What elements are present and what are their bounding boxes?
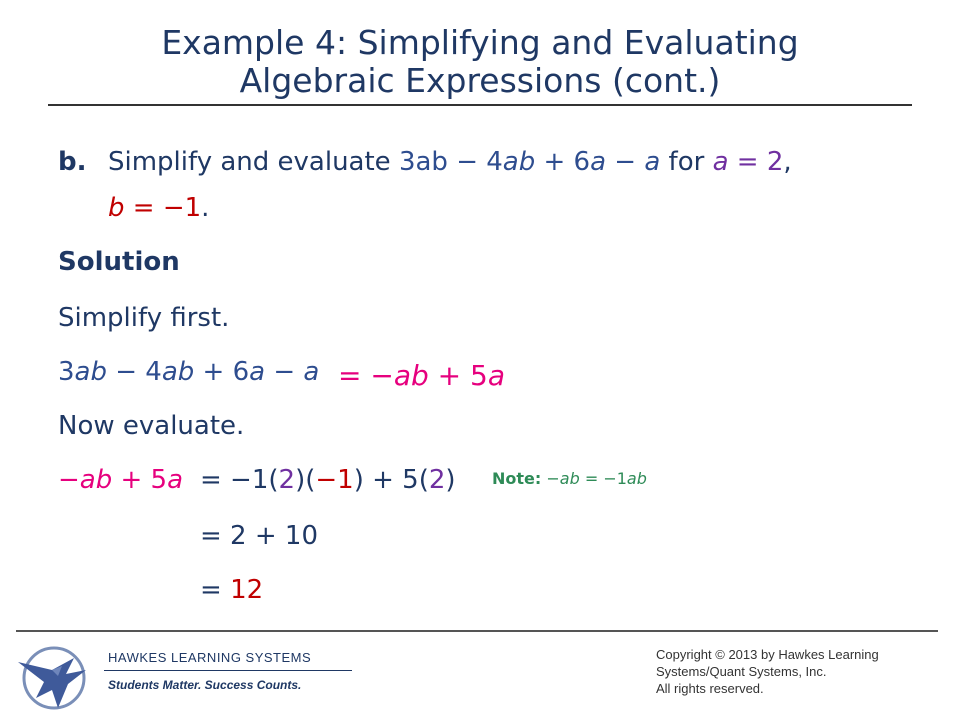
evaluate-line3: = 12 [200,575,264,605]
footer-divider [16,630,938,632]
evaluate-line2: = 2 + 10 [200,521,318,551]
footer-tagline: Students Matter. Success Counts. [108,678,302,692]
step-simplify-label: Simplify first. [58,303,230,333]
problem-statement: Simplify and evaluate 3ab − 4ab + 6a − a for a = 2, [108,147,792,177]
slide-title-line2: Algebraic Expressions (cont.) [239,61,721,100]
note: Note: −ab = −1ab [492,469,647,488]
step-evaluate-label: Now evaluate. [58,411,245,441]
footer-company-underline [104,670,352,671]
footer-copyright: Copyright © 2013 by Hawkes Learning Systems/Quant Systems, Inc. All rights reserved. [656,647,879,696]
solution-heading: Solution [58,247,180,277]
hawk-logo-icon [14,640,92,714]
title-divider [48,104,912,106]
simplify-equation: 3ab − 4ab + 6a − a [58,357,320,387]
evaluate-line1: = −1(2)(−1) + 5(2) [200,465,456,495]
evaluate-lhs: −ab + 5a [58,465,184,495]
problem-statement-cont: b = −1. [108,193,210,223]
simplify-result: = −ab + 5a [338,359,506,392]
problem-label: b. [58,147,87,177]
slide-title-line1: Example 4: Simplifying and Evaluating [161,23,799,62]
footer-company: HAWKES LEARNING SYSTEMS [108,650,312,665]
